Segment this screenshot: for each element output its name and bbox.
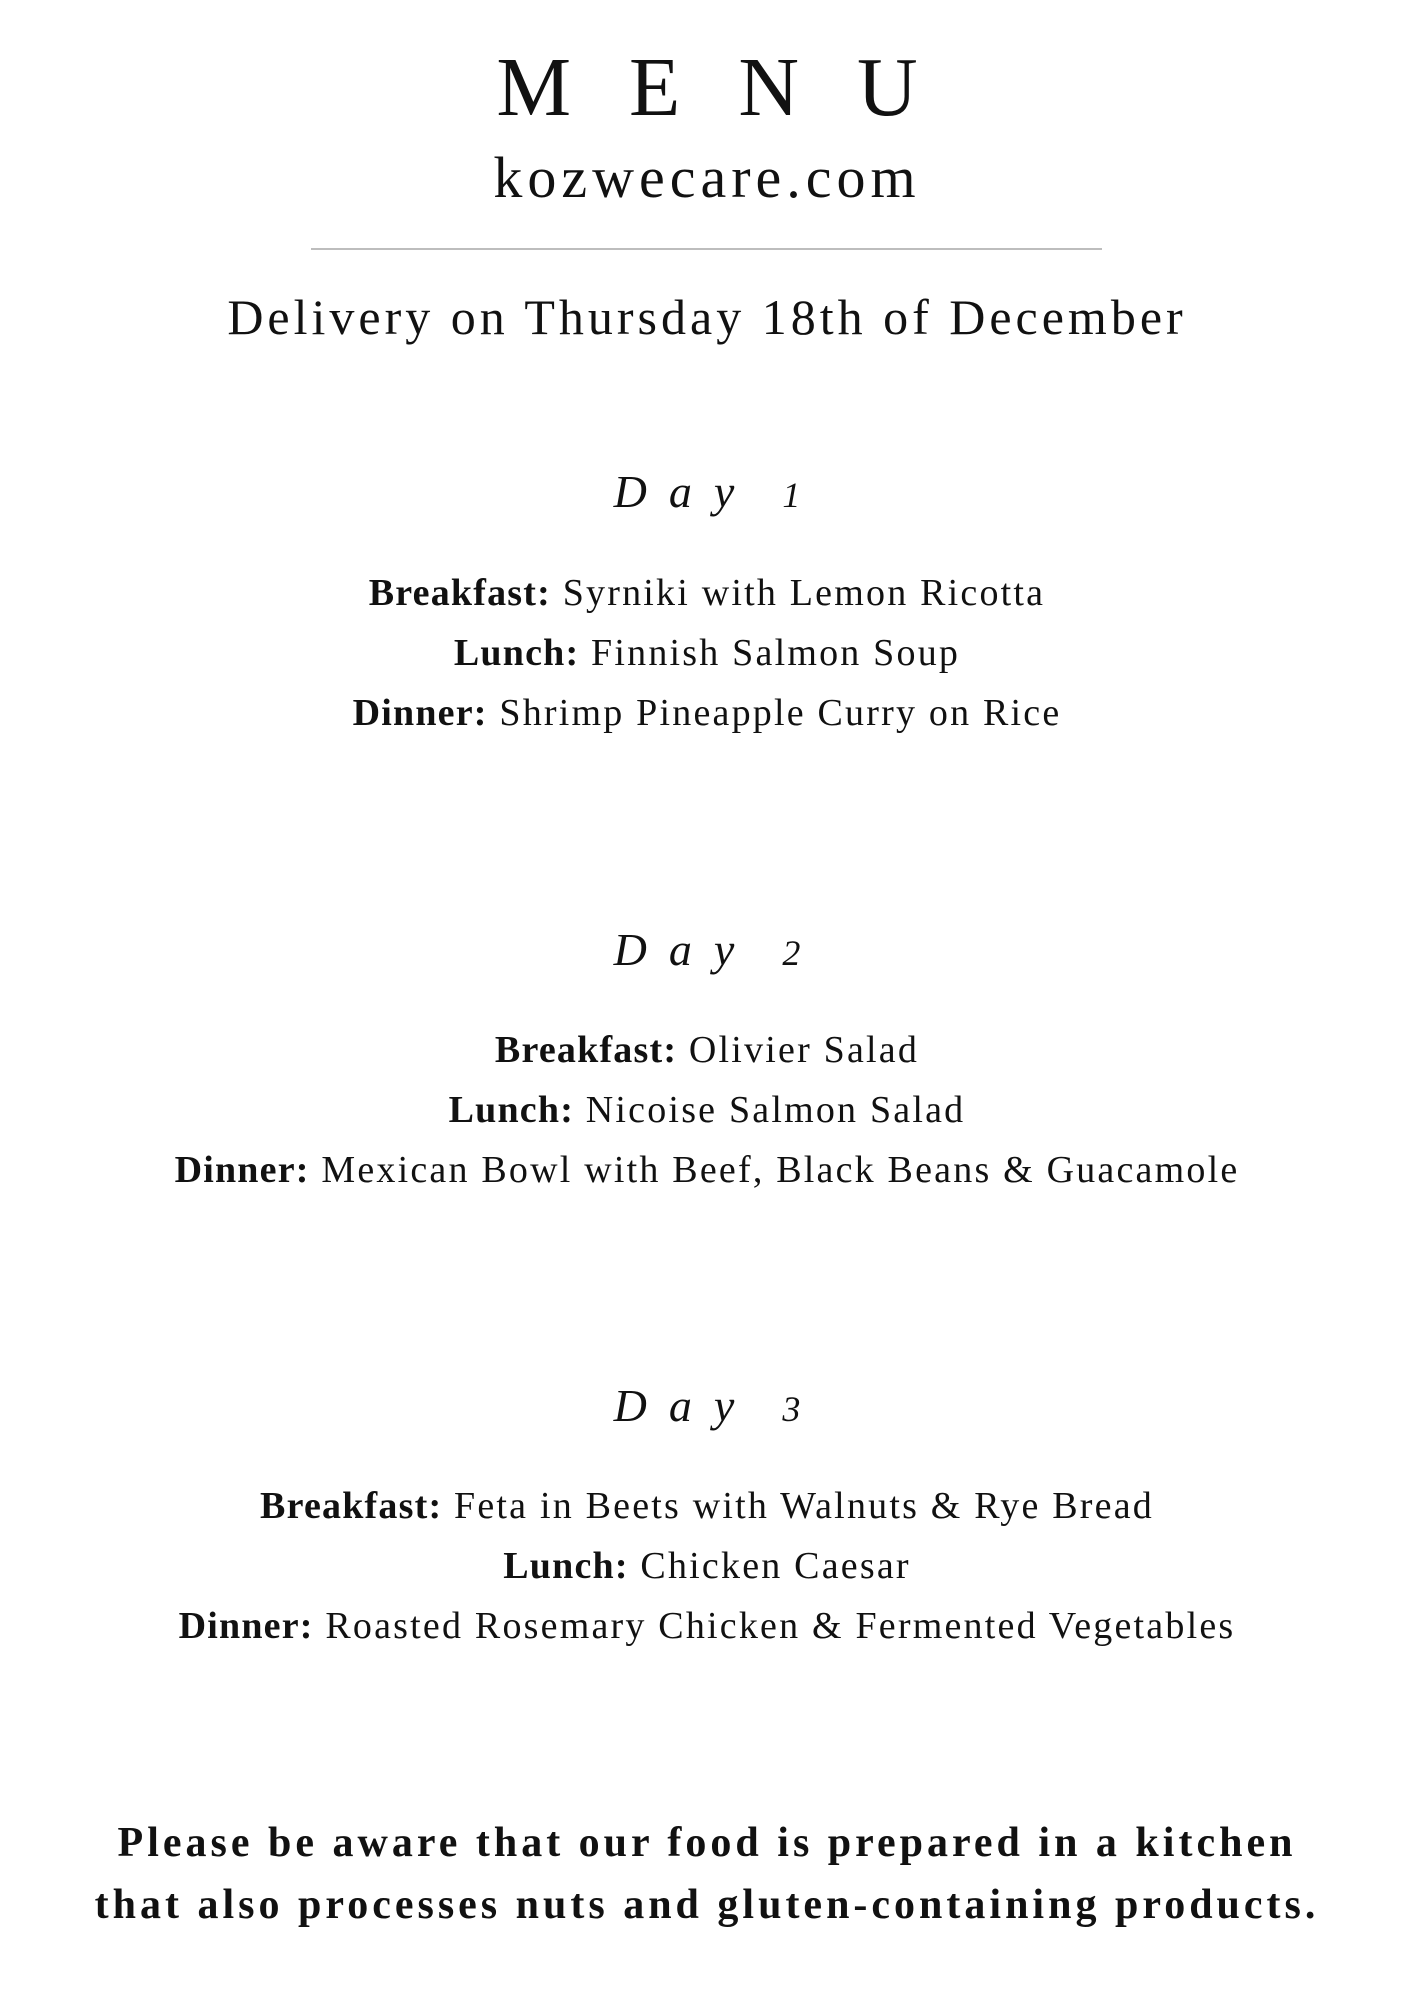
meal-dish: Shrimp Pineapple Curry on Rice: [499, 692, 1062, 734]
meal-label: Lunch:: [453, 632, 580, 674]
website-url: kozwecare.com: [493, 145, 921, 210]
meal-dish: Nicoise Salmon Salad: [585, 1089, 966, 1131]
meal-label: Dinner:: [352, 692, 488, 734]
meal-label: Lunch:: [448, 1089, 575, 1131]
day-heading: [0, 462, 1414, 525]
meal-label: Lunch:: [503, 1545, 629, 1587]
meal-dinner: [0, 1596, 1414, 1656]
allergen-notice-line: that also processes nuts and gluten-containing products.: [94, 1882, 1320, 1928]
header-divider: [311, 248, 1102, 250]
meal-lunch: [0, 1536, 1414, 1596]
meal-dish: Syrniki with Lemon Ricotta: [562, 572, 1046, 614]
meal-lunch: [0, 1080, 1414, 1140]
allergen-notice-line: Please be aware that our food is prepared in a kitchen: [117, 1820, 1297, 1866]
meal-dish: Chicken Caesar: [640, 1545, 911, 1587]
day-number: 1: [782, 475, 823, 515]
day-label: Day: [613, 1380, 757, 1431]
delivery-date: Delivery on Thursday 18th of December: [227, 289, 1187, 345]
meal-dish: Finnish Salmon Soup: [591, 632, 961, 674]
meal-dish: Mexican Bowl with Beef, Black Beans & Guacamole: [321, 1149, 1240, 1191]
day-heading: [0, 1376, 1414, 1439]
day-label: Day: [613, 466, 757, 517]
day-heading: [0, 920, 1414, 983]
day-label: Day: [613, 924, 757, 975]
meal-dish: Roasted Rosemary Chicken & Fermented Vegetables: [325, 1605, 1236, 1647]
meal-breakfast: [0, 563, 1414, 623]
meal-dish: Feta in Beets with Walnuts & Rye Bread: [454, 1485, 1154, 1527]
meal-dinner: [0, 683, 1414, 743]
meal-dinner: [0, 1140, 1414, 1200]
meal-label: Dinner:: [178, 1605, 314, 1647]
allergen-notice: [0, 1812, 1414, 1936]
meal-dish: Olivier Salad: [688, 1029, 920, 1071]
meal-label: Breakfast:: [260, 1485, 443, 1527]
meal-label: Dinner:: [174, 1149, 310, 1191]
meal-breakfast: [0, 1020, 1414, 1080]
meal-lunch: [0, 623, 1414, 683]
menu-title: MENU: [496, 41, 976, 134]
meal-label: Breakfast:: [368, 572, 551, 614]
day-number: 3: [782, 1389, 823, 1429]
day-number: 2: [782, 933, 823, 973]
meal-breakfast: [0, 1476, 1414, 1536]
meal-label: Breakfast:: [494, 1029, 678, 1071]
